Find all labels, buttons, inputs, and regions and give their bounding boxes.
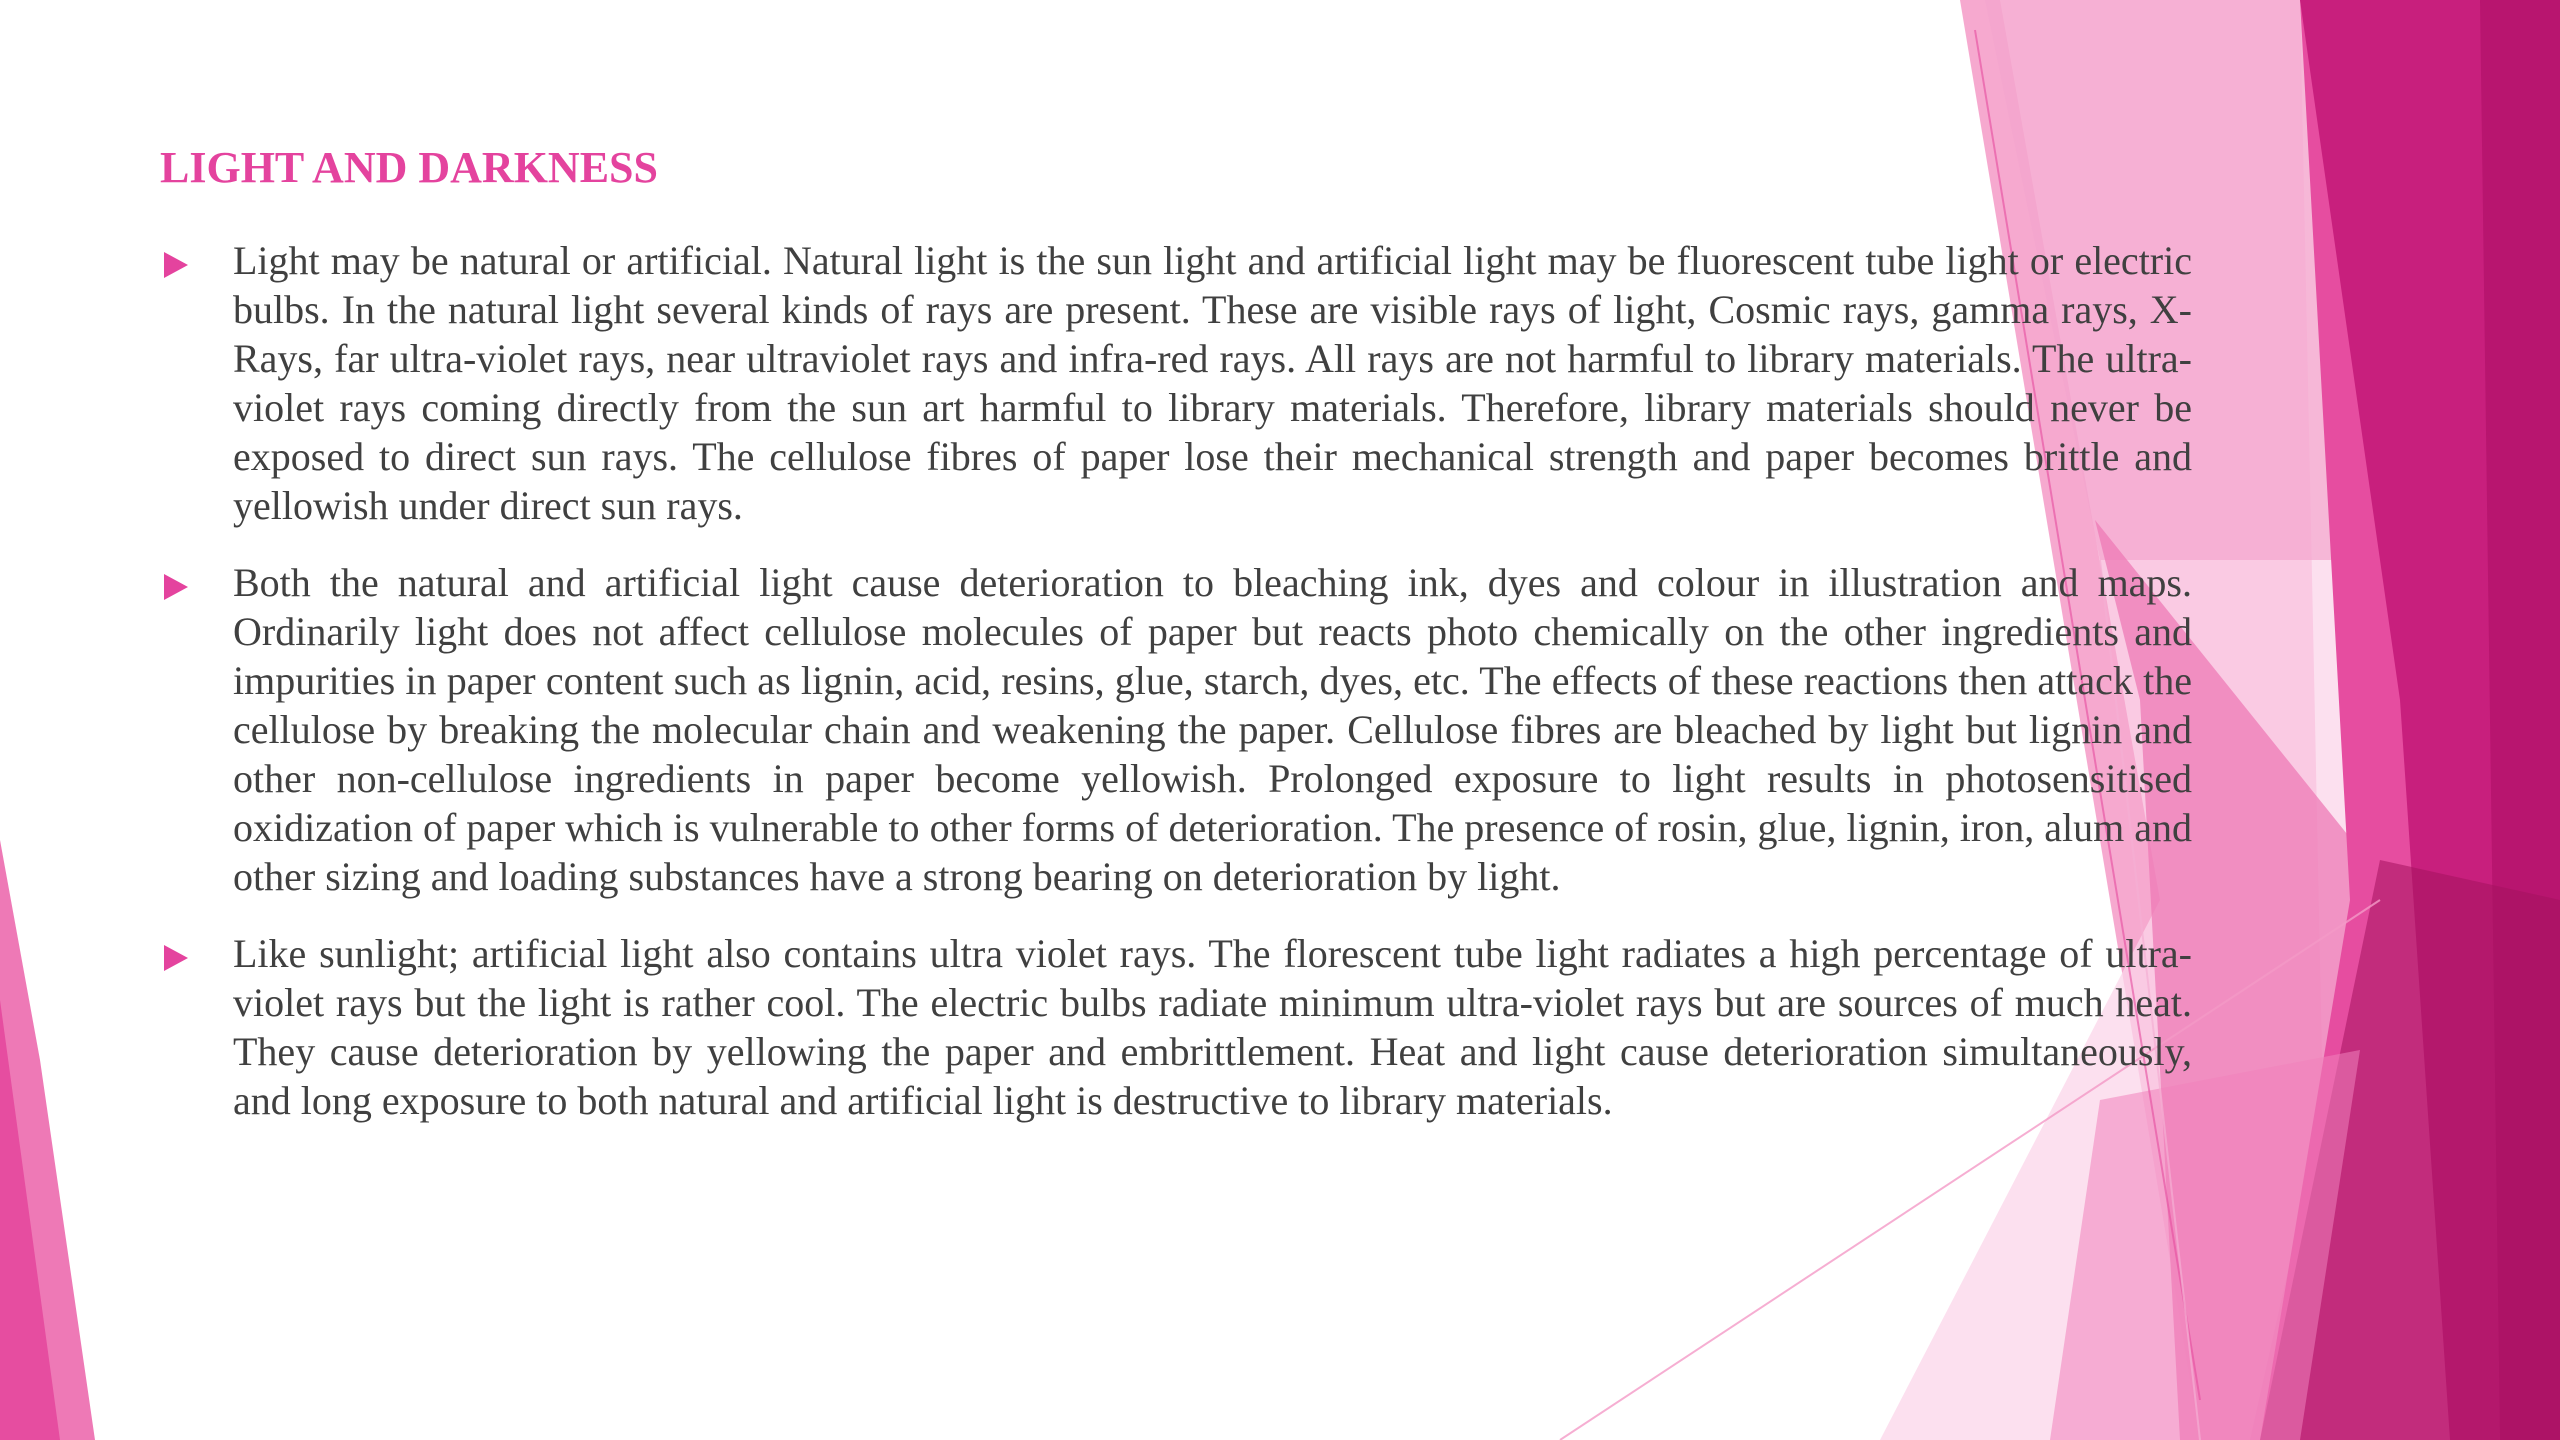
bullet-item [160,558,2192,901]
triangle-right-icon [164,252,188,278]
triangle-right-icon [164,574,188,600]
slide-content [160,138,2192,1153]
bullet-item [160,929,2192,1125]
bullet-list [160,236,2192,1125]
triangle-right-icon [164,945,188,971]
bullet-text: Both the natural and artificial light cause deterioration to bleaching ink, dyes and colour in illustration and maps. Ordinarily light does not affect cellulose molecules of paper but reacts photo chemically on the other ingredients and impurities in paper content such as lignin, acid, resins, glue, starch, dyes, etc. The effects of these reactions then attack the cellulose by breaking the molecular chain and weakening the paper. Cellulose fibres are bleached by light but lignin and other non-cellulose ingredients in paper become yellowish. Prolonged exposure to light results in photosensitised oxidization of paper which is vulnerable to other forms of deterioration. The presence of rosin, glue, lignin, iron, alum and other sizing and loading substances have a strong bearing on deterioration by light. [233,560,2192,899]
bullet-text: Light may be natural or artificial. Natural light is the sun light and artificial light may be fluorescent tube light or electric bulbs. In the natural light several kinds of rays are present. These are visible rays of light, Cosmic rays, gamma rays, X-Rays, far ultra-violet rays, near ultraviolet rays and infra-red rays. All rays are not harmful to library materials. The ultra-violet rays coming directly from the sun art harmful to library materials. Therefore, library materials should never be exposed to direct sun rays. The cellulose fibres of paper lose their mechanical strength and paper becomes brittle and yellowish under direct sun rays. [233,238,2192,528]
slide-title: LIGHT AND DARKNESS [160,143,658,192]
bullet-item [160,236,2192,530]
bullet-text: Like sunlight; artificial light also contains ultra violet rays. The florescent tube light radiates a high percentage of ultra-violet rays but the light is rather cool. The electric bulbs radiate minimum ultra-violet rays but are sources of much heat. They cause deterioration by yellowing the paper and embrittlement. Heat and light cause deterioration simultaneously, and long exposure to both natural and artificial light is destructive to library materials. [233,931,2192,1123]
